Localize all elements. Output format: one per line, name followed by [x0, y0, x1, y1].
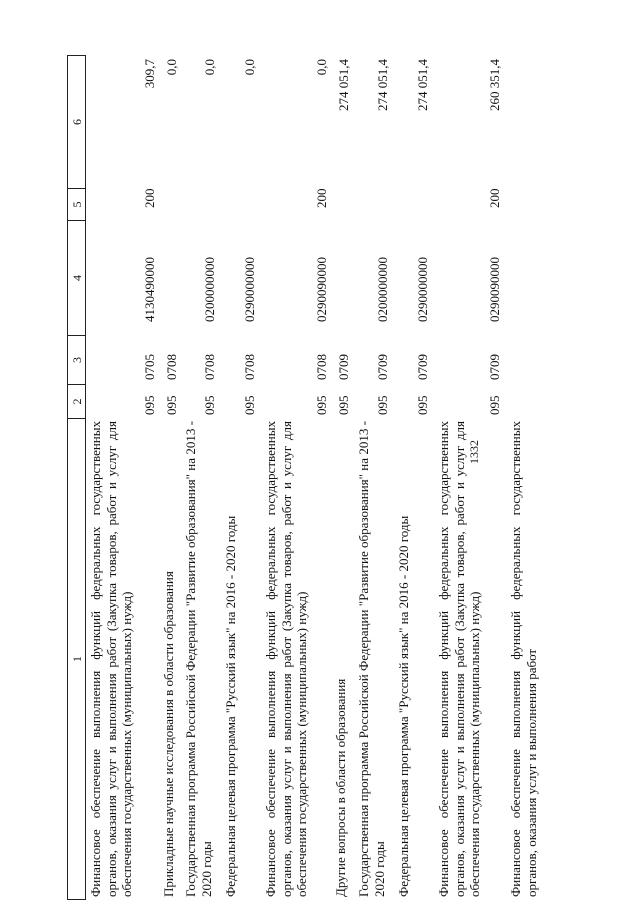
table-row [223, 55, 257, 900]
table-row [333, 55, 351, 900]
row-expense-type: 200 [141, 188, 157, 208]
column-header-3: 3 [67, 335, 86, 385]
row-section-code: 0708 [163, 354, 179, 380]
row-name: Финансовое обеспечение выполнения функций федеральных государственных органов, оказания услуг и выполнения работ (Закупка товаров, работ и услуг для обеспечения государственных (муниципальных) нужд) [88, 421, 134, 897]
row-amount: 0,0 [163, 59, 179, 76]
row-ministry-code: 095 [163, 395, 179, 415]
table-row [263, 55, 329, 900]
row-name: Федеральная целевая программа "Русский язык" на 2016 - 2020 годы [396, 515, 411, 897]
page-number: 1332 [467, 440, 481, 464]
row-amount: 0,0 [241, 59, 257, 76]
row-amount: 274 051,4 [374, 59, 390, 111]
table-row [183, 55, 217, 900]
row-name: Финансовое обеспечение выполнения функций федеральных государственных органов, оказания услуг и выполнения работ (Закупка товаров, работ и услуг для обеспечения государственных (муниципальных) нужд) [263, 421, 309, 897]
table-row [356, 55, 390, 900]
column-header-6: 6 [67, 55, 86, 189]
row-ministry-code: 095 [141, 395, 157, 415]
row-ministry-code: 095 [486, 395, 502, 415]
row-ministry-code: 095 [374, 395, 390, 415]
column-header-5: 5 [67, 188, 86, 221]
row-ministry-code: 095 [335, 395, 351, 415]
table-row [161, 55, 179, 900]
row-name: Другие вопросы в области образования [333, 678, 348, 897]
row-name: Федеральная целевая программа "Русский язык" на 2016 - 2020 годы [223, 515, 238, 897]
table-row [436, 55, 502, 900]
row-target-article: 4130490000 [141, 257, 157, 322]
row-section-code: 0709 [335, 354, 351, 380]
row-name: Финансовое обеспечение выполнения функций федеральных государственных органов, оказания услуг и выполнения работ [508, 421, 539, 897]
table-row [396, 55, 430, 900]
row-target-article: 0290090000 [486, 257, 502, 322]
row-section-code: 0709 [486, 354, 502, 380]
row-target-article: 0200000000 [374, 257, 390, 322]
row-amount: 260 351,4 [486, 59, 502, 111]
column-header-4: 4 [67, 220, 86, 336]
row-amount: 309,7 [141, 59, 157, 89]
table-row [508, 55, 542, 900]
row-ministry-code: 095 [414, 395, 430, 415]
row-name: Государственная программа Российской Федерации "Развитие образования" на 2013 - 2020 годы [183, 421, 214, 897]
row-expense-type: 200 [313, 188, 329, 208]
row-target-article: 0290000000 [414, 257, 430, 322]
row-target-article: 0290000000 [241, 257, 257, 322]
row-expense-type: 200 [486, 188, 502, 208]
row-section-code: 0708 [241, 354, 257, 380]
row-name: Государственная программа Российской Федерации "Развитие образования" на 2013 - 2020 годы [356, 421, 387, 897]
row-section-code: 0709 [414, 354, 430, 380]
row-amount: 274 051,4 [335, 59, 351, 111]
row-ministry-code: 095 [313, 395, 329, 415]
row-ministry-code: 095 [241, 395, 257, 415]
budget-table [67, 55, 564, 900]
row-amount: 274 051,4 [414, 59, 430, 111]
column-header-2: 2 [67, 384, 86, 419]
row-target-article: 0290090000 [313, 257, 329, 322]
row-name: Прикладные научные исследования в области образования [161, 571, 176, 897]
row-section-code: 0708 [201, 354, 217, 380]
row-section-code: 0708 [313, 354, 329, 380]
row-section-code: 0705 [141, 354, 157, 380]
table-row [88, 55, 157, 900]
column-header-1: 1 [67, 418, 86, 900]
row-section-code: 0709 [374, 354, 390, 380]
row-amount: 0,0 [313, 59, 329, 76]
row-ministry-code: 095 [201, 395, 217, 415]
row-amount: 0,0 [201, 59, 217, 76]
row-name: Финансовое обеспечение выполнения функций федеральных государственных органов, оказания услуг и выполнения работ (Закупка товаров, работ и услуг для обеспечения государственных (муниципальных) нужд) [436, 421, 482, 897]
row-target-article: 0200000000 [201, 257, 217, 322]
